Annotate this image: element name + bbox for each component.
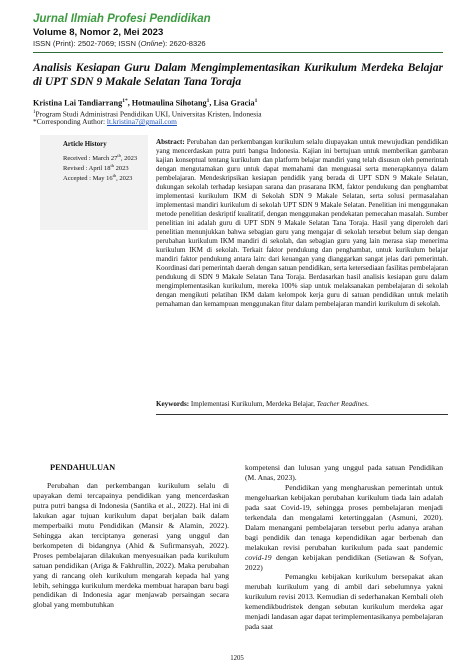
journal-issn bbox=[33, 39, 443, 48]
corresponding-label: *Corresponding Author: bbox=[33, 117, 107, 126]
history-received-sup: th bbox=[117, 153, 121, 158]
paragraph: kompetensi dan lulusan yang unggul pada satuan Pendidikan (M. Anas, 2023). bbox=[245, 463, 443, 482]
history-revised-year: 2023 bbox=[114, 165, 129, 173]
issn-online-word: Online bbox=[140, 39, 163, 48]
history-received-year: , 2023 bbox=[120, 155, 138, 163]
issn-print: ISSN (Print): 2502-7069; ISSN ( bbox=[33, 39, 141, 48]
right-column bbox=[245, 463, 443, 632]
paragraph bbox=[245, 483, 443, 573]
section-heading: PENDAHULUAN bbox=[50, 463, 116, 472]
author-separator: , bbox=[127, 98, 132, 108]
keywords bbox=[156, 400, 448, 409]
history-accepted bbox=[63, 172, 132, 183]
journal-header bbox=[33, 13, 443, 48]
page-number: 1205 bbox=[230, 655, 244, 662]
paragraph: Perubahan dan perkembangan kurikulum selalu di upayakan demi tercapainya pendidikan yang mencerdaskan putra putri bangsa di Indonesia (Santika et al., 2022). Hal ini di lakukan agar tujuan kurikulum dapat berjalan baik dalam memperbaiki mutu Pendidikan (Mansir & Alamin, 2022). Sehingga akan terciptanya generasi yang unggul dan berkompeten di bidangnya (Ahid & Sufirmansyah, 2022). Proses pembelajaran dilakukan menyesuaikan pada kurikulum satuan pendidikan (Ariga & Fakhrullin, 2022). Maka perubahan yang di rancang oleh kurikulum mengarah kepada hal yang lebih, sehingga kurikulum merdeka membuat harapan baru bagi pendidikan di Indonesia agar menjawab persaingan secara global yang membutuhkan bbox=[33, 481, 229, 610]
left-column bbox=[33, 481, 229, 610]
corresponding-author bbox=[33, 117, 443, 126]
author-name: Kristina Lai Tandiarrang bbox=[33, 98, 123, 108]
author-sup: 1* bbox=[122, 98, 128, 104]
history-received-text: Received : March 27 bbox=[63, 155, 118, 163]
paragraph-italic: covid-19 bbox=[245, 552, 272, 562]
abstract-text: Perubahan dan perkembangan kurikulum selalu diupayakan untuk mewujudkan pendidikan yang mencerdaskan putra putri bangsa Indonesia. Kajian ini bertujuan untuk memberikan gambaran kajian konseptual tentang kurikulum dan platform belajar mandiri yang telah disusun oleh pemerintah dengan mengutamakan guru untuk dapat memahami dan menguasai serta menerapkannya dalam pembelajaran. Mendeskripsikan kesiapan pendidik yang berada di UPT SDN 9 Makale Selatan, dukungan sekolah terhadap kesiapan sarana dan prasarana IKM, faktor pendukung dan penghambat implementasi kurikulum IKM di Sekolah SDN 9 Makale Selatan, serta solusi permasalahan implementasi mandiri kurikulum di sekolah UPT SDN 9 Makale Selatan. Penelitian ini menggunakan metode penelitian deskriptif kualitatif, dengan menggunakan pendekatan pemecahan masalah. Sumber penelitian ini adalah guru di UPT SDN 9 Makale Selatan Tana Toraja. Hasil yang diperoleh dari penelitian menunjukkan bahwa sebagian guru yang mengajar di sekolah tersebut belum siap dengan perubahan kurikulum IKM mandiri di sekolah, dan sebagian guru yang lain merasa siap menerima kurikulum IKM di sekolah. Terkait faktor pendukung dan penghambat, untuk kurikulum belajar mandiri faktor pendukung antara lain: dari keuangan yang dianggarkan sangat jelas dari pemerintah. Koordinasi dari pemerintah daerah dengan satuan pendidikan, serta ketersediaan fasilitas pembelajaran pendukung di SDN 9 Makale Selatan Tana Toraja. Berdasarkan hasil analisis kesiapan guru dalam mengimplementasikan kurikulum, mereka 100% siap untuk melaksanakan pembelajaran di sekolah dengan mengikuti pelatihan IKM dalam kelompok kerja guru di satuan pendidikan untuk melatih pemahaman dan kemampuan menggunakan fitur dalam pembelajaran mandiri kurikulum di sekolah. bbox=[156, 138, 449, 308]
affiliation-text: Program Studi Administrasi Pendidikan UKI, Universitas Kristen, Indonesia bbox=[35, 109, 262, 119]
journal-name: Jurnal Ilmiah Profesi Pendidikan bbox=[33, 13, 211, 25]
corresponding-email-link[interactable]: lt.kristina7@gmail.com bbox=[106, 117, 177, 126]
paragraph-text-end: dengan kebijakan pendidikan (Setiawan & Sofyan, 2022) bbox=[245, 552, 443, 572]
history-accepted-sup: th bbox=[112, 173, 117, 178]
affiliation-sup: 1 bbox=[33, 110, 36, 115]
history-revised-text: Revised : April 18 bbox=[63, 165, 111, 173]
keywords-text: Implementasi Kurikulum, Merdeka Belajar, bbox=[190, 400, 317, 408]
keywords-divider bbox=[156, 414, 448, 415]
history-accepted-year: , 2023 bbox=[116, 175, 133, 183]
keywords-end: . bbox=[367, 400, 369, 408]
keywords-label: Keywords: bbox=[156, 400, 191, 408]
header-divider bbox=[33, 52, 443, 53]
author-separator: , bbox=[209, 98, 214, 108]
author-sup: 1 bbox=[254, 98, 258, 104]
abstract bbox=[156, 138, 448, 309]
paragraph-text: Pendidikan yang mengharuskan pemerintah untuk mengeluarkan kebijakan perubahan kurikulum tiada lain adalah pada saat Covid-19, sehingga proses pembelajaran menjadi terkendala dan mengalami ketertinggalan (Asmuni, 2020). Dalam menangani pembelajaran tersebut perlu adanya arahan bagi pendidik dan tenaga kependidikan agar berbenah dan melakukan revisi perubahan kurikulum pada saat pandemic bbox=[245, 482, 443, 552]
author-name: Hotmaulina Sihotang bbox=[131, 98, 207, 108]
author-name: Lisa Gracia bbox=[213, 98, 255, 108]
paragraph: Pemangku kebijakan kurikulum bersepakat akan merubah kurikulum yang di ambil dari sebelumnya yakni kurikulum revisi 2013. Kemudian di sederhanakan Kembali oleh kemendikbudristek dengan sebutan kurikulum merdeka agar menjadi landasan agar dapat terimplementasikanya pembelajaran pada saat bbox=[245, 572, 443, 632]
author-sup: 1 bbox=[206, 98, 210, 104]
keywords-italic: Teacher Readines bbox=[316, 400, 368, 408]
history-revised-sup: th bbox=[110, 163, 114, 168]
abstract-label: Abstract: bbox=[156, 138, 187, 146]
history-accepted-text: Accepted : May 16 bbox=[63, 175, 113, 183]
issn-online-rest: ): 2620-8326 bbox=[162, 39, 206, 48]
article-title: Analisis Kesiapan Guru Dalam Mengimplementasikan Kurikulum Merdeka Belajar di UPT SDN 9 Makale Selatan Tana Toraja bbox=[33, 61, 443, 88]
author-list bbox=[33, 96, 443, 109]
article-history-title: Article History bbox=[63, 141, 107, 148]
journal-volume: Volume 8, Nomor 2, Mei 2023 bbox=[33, 27, 164, 38]
